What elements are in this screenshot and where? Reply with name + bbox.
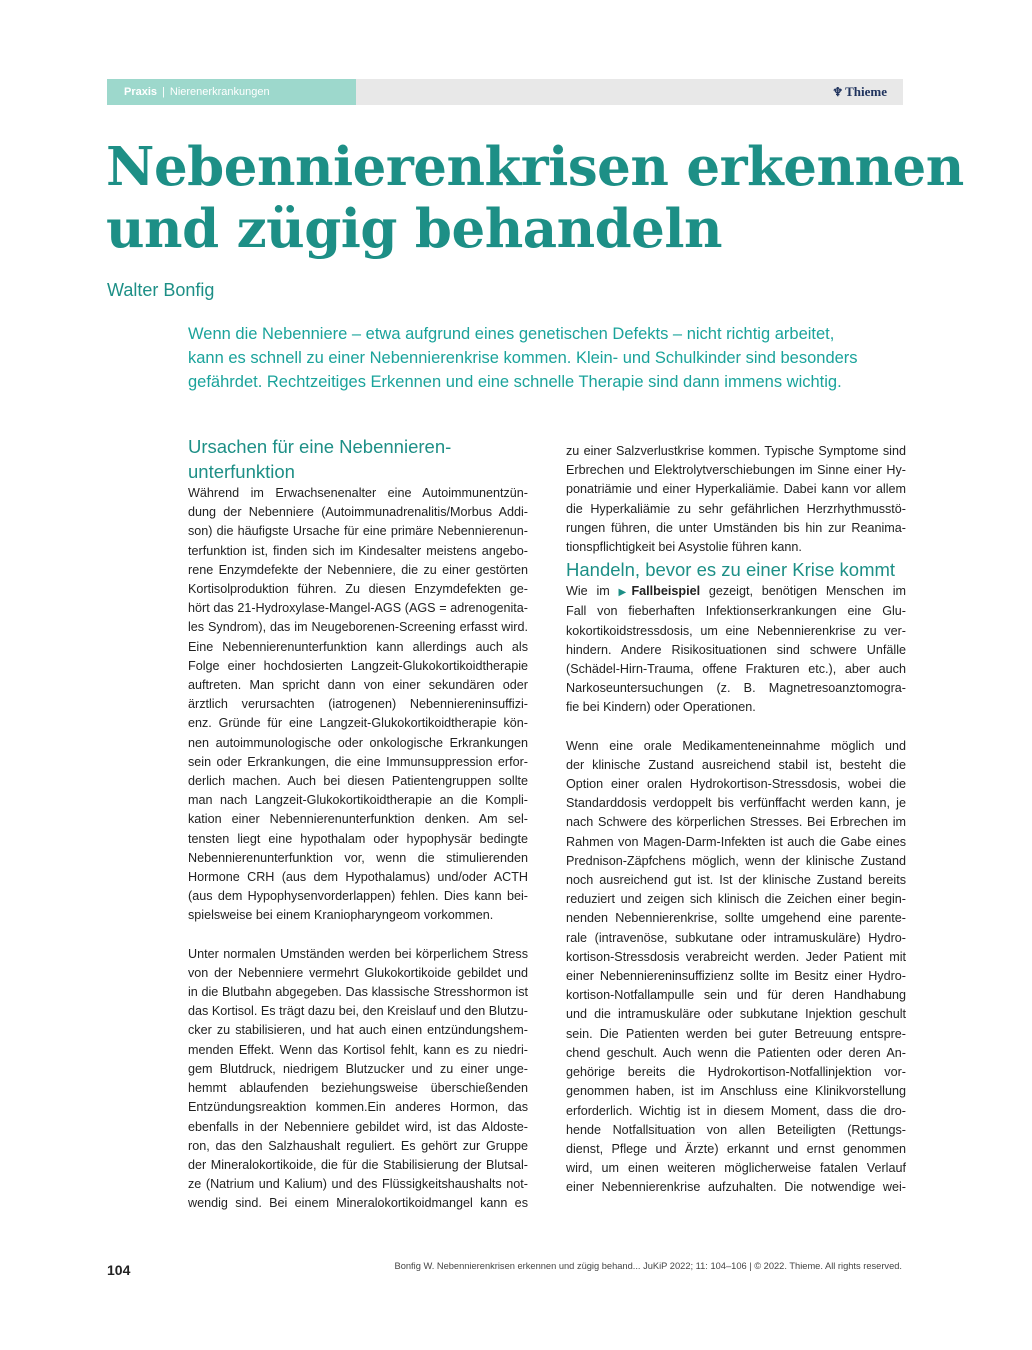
paragraph-line: einer Nebennierenkrise aufzuhalten. Die notwendige wei- (566, 1180, 906, 1195)
paragraph-line: Unter normalen Umständen werden bei körperlichem Stress (188, 946, 528, 961)
paragraph-line: Eine Nebennierenunterfunktion kann allerdings auch als (188, 639, 528, 654)
section-separator: | (162, 86, 165, 98)
thieme-logo-icon: ♆ (832, 85, 844, 99)
paragraph-line: von der Nebenniere vermehrt Glukokortikoide gebildet und (188, 965, 528, 980)
paragraph-line: son) die häufigste Ursache für eine primäre Nebennierenun- (188, 524, 528, 539)
paragraph-line: Narkoseuntersuchungen (z. B. Magnetresoanztomogra- (566, 681, 906, 696)
heading-line: unterfunktion (188, 461, 295, 482)
paragraph-line: rale (intravenöse, subkutane oder intramuskuläre) Hydro- (566, 930, 906, 945)
paragraph-line: sein oder Erkrankungen, die eine Immunsuppression erfor- (188, 754, 528, 769)
paragraph-line: Folge einer hochdosierten Langzeit-Glukokortikoidtherapie (188, 658, 528, 673)
paragraph-line: wird, um einen weiteren möglicherweise fatalen Verlauf (566, 1161, 906, 1176)
paragraph-line: zu einer Salzverlustkrise kommen. Typische Symptome sind (566, 444, 906, 458)
reference-arrow-icon: ▶ (618, 587, 632, 599)
paragraph-line: der klinische Zustand ausreichend stabil ist, besteht die (566, 757, 906, 772)
section-label (107, 79, 356, 105)
line-text: gezeigt, benötigen Menschen im (700, 584, 906, 599)
paragraph-line: terfunktion ist, finden sich im Kindesalter meistens angebo- (188, 543, 528, 558)
body-paragraph (188, 945, 528, 1214)
paragraph-line: Nebennierenunterfunktion vor, wenn die stimulierenden (188, 850, 528, 865)
paragraph-line: cker zu stabilisieren, und hat auch einen entzündungshem- (188, 1023, 528, 1038)
heading-line: Handeln, bevor es zu einer Krise kommt (566, 559, 896, 581)
paragraph-line: wendig sind. Bei einem Mineralokortikoidmangel kann es (188, 1196, 528, 1211)
right-column (566, 442, 906, 1198)
paragraph-line: hemmt ablaufenden beziehungsweise überschießenden (188, 1081, 528, 1096)
paragraph-line: Wenn eine orale Medikamenteneinnahme möglich und (566, 738, 906, 753)
paragraph-line: gehörige bereits die Hydrokortison-Notfallinjektion vor- (566, 1065, 906, 1080)
section-heading (188, 434, 528, 484)
paragraph-line: Während im Erwachsenenalter eine Autoimmunentzün- (188, 486, 528, 500)
title-line: und zügig behandeln (106, 198, 723, 260)
paragraph-line: genommen haben, ist im Anschluss eine Klinikvorstellung (566, 1084, 906, 1099)
paragraph-line (566, 582, 906, 602)
paragraph-line: hende Notfallsituation von allen Beteiligten (Rettungs- (566, 1122, 906, 1137)
section-topic: Nierenerkrankungen (169, 86, 270, 98)
paragraph-line: nach Schwere des körperlichen Stresses. Bei Erbrechen im (566, 815, 906, 830)
body-paragraph (566, 442, 906, 557)
citation-line: Bonfig W. Nebennierenkrisen erkennen und zügig behand... JuKiP 2022; 11: 104–106 | © 2022. Thieme. All rights reserved. (394, 1261, 902, 1271)
paragraph-line: noch ausreichend gut ist. Ist der klinische Zustand bereits (566, 873, 906, 888)
lead-line: gefährdet. Rechtzeitiges Erkennen und eine schnelle Therapie sind dann immens wichtig. (188, 373, 842, 391)
publisher-logo (832, 79, 887, 105)
paragraph-line: chend geschult. Auch wenn die Patienten oder deren An- (566, 1045, 906, 1060)
paragraph-line: dung der Nebenniere (Autoimmunadrenalitis/Morbus Addi- (188, 505, 528, 520)
body-paragraph (566, 582, 906, 717)
paragraph-line: ebenfalls in der Nebenniere gebildet wird, ist das Aldoste- (188, 1119, 528, 1134)
paragraph-line: in die Blutbahn abgegeben. Das klassische Stresshormon ist (188, 985, 528, 1000)
paragraph-line: rene Enzymdefekte der Nebenniere, die zu einer gestörten (188, 562, 528, 577)
publisher-name: Thieme (845, 84, 887, 99)
paragraph-line: spielsweise bei einem Kraniopharyngeom vorkommen. (188, 908, 494, 923)
paragraph-line: einer Nebenniereninsuffizienz sollte im Besitz einer Hydro- (566, 969, 906, 984)
paragraph-line: die Hyperkaliämie zu sehr gefährlichen Herzrhythmusstö- (566, 501, 906, 516)
paragraph-line: enz. Gründe für eine Langzeit-Glukokortikoidtherapie kön- (188, 716, 528, 731)
paragraph-line: (Schädel-Hirn-Trauma, offene Frakturen etc.), aber auch (566, 662, 906, 677)
running-header (107, 79, 903, 105)
body-paragraph (566, 737, 906, 1198)
paragraph-line: ze (Natrium und Kalium) und des Flüssigkeitshaushalts not- (188, 1177, 528, 1192)
paragraph-line: hindern. Andere Risikosituationen sind schwere Unfälle (566, 642, 906, 657)
paragraph-line: rungen führen, die unter Umständen bis hin zur Reanima- (566, 520, 906, 535)
paragraph-line: kortison-Notfallampulle sein und für deren Handhabung (566, 988, 906, 1003)
body-paragraph (188, 484, 528, 926)
paragraph-line: gem Blutdruck, niedrigem Blutzucker und zu einer unge- (188, 1061, 528, 1076)
author-name: Walter Bonfig (107, 280, 215, 300)
paragraph-line: Kortisolproduktion führen. Zu diesen Enzymdefekten ge- (188, 582, 528, 597)
paragraph-line: ron, das den Salzhaushalt reguliert. Es gehört zur Gruppe (188, 1138, 528, 1153)
paragraph-line: tensten liegt eine hypothalam oder hypophysär bedingte (188, 831, 528, 846)
lead-line: kann es schnell zu einer Nebennierenkrise kommen. Klein- und Schulkinder sind besonders (188, 349, 858, 367)
line-text: Wie im (566, 584, 619, 599)
paragraph-line: kation einer Nebennierenunterfunktion denken. Am sel- (188, 812, 528, 827)
paragraph-line: Rahmen von Magen-Darm-Infekten ist auch die Gabe eines (566, 834, 906, 849)
title-line: Nebennierenkrisen erkennen (106, 136, 964, 198)
paragraph-line: das Kortisol. Es trägt dazu bei, den Kreislauf und den Blutzu- (188, 1004, 528, 1019)
paragraph-line: Standarddosis verdoppelt bis verfünffacht werden kann, je (566, 796, 906, 811)
paragraph-line: sein. Die Patienten werden bei guter Betreuung entspre- (566, 1026, 906, 1041)
paragraph-line: Option einer oralen Hydrokortison-Stressdosis, wobei die (566, 777, 906, 792)
paragraph-line: (aus dem Hypophysenvorderlappen) fehlen. Dies kann bei- (188, 889, 528, 904)
paragraph-line: Erbrechen und Elektrolytverschiebungen im Sinne einer Hy- (566, 463, 906, 478)
paragraph-line: reduziert und zeigen sich klinisch die Zeichen einer begin- (566, 892, 906, 907)
paragraph-line: erforderlich. Wichtig ist in diesem Moment, dass die dro- (566, 1103, 906, 1118)
article-title (106, 136, 966, 260)
paragraph-line: Prednison-Zäpfchens möglich, wenn der klinische Zustand (566, 853, 906, 868)
paragraph-line: kokortikoidstressdosis, um eine Nebennierenkrise zu ver- (566, 623, 906, 638)
paragraph-line: kortison-Stressdosis verabreicht werden. Jeder Patient mit (566, 949, 906, 964)
paragraph-line: fie bei Kindern) oder Operationen. (566, 700, 756, 715)
paragraph-line: man nach Langzeit-Glukokortikoidtherapie an die Kompli- (188, 793, 528, 808)
paragraph-line: les Syndrom), das im Neugeborenen-Screening erfasst wird. (188, 620, 528, 635)
page-number: 104 (107, 1262, 131, 1278)
paragraph-line: nenden Nebennierenkrise, sollte umgehend eine parente- (566, 911, 906, 926)
paragraph-line: Entzündungsreaktion kommen.Ein anderes Hormon, das (188, 1100, 528, 1115)
heading-line: Ursachen für eine Nebennieren- (188, 436, 452, 457)
paragraph-line: menden Effekt. Wenn das Kortisol fehlt, kann es zu niedri- (188, 1042, 528, 1057)
paragraph-line: tionspflichtigkeit bei Asystolie führen kann. (566, 540, 802, 555)
paragraph-line: derlich machen. Auch bei diesen Patientengruppen sollte (188, 774, 528, 789)
paragraph-line: Hormone CRH (aus dem Hypothalamus) und/oder ACTH (188, 870, 528, 885)
paragraph-line: und die intramuskuläre oder subkutane Injektion geschult (566, 1007, 906, 1022)
lead-line: Wenn die Nebenniere – etwa aufgrund eines genetischen Defekts – nicht richtig arbeitet, (188, 325, 835, 343)
left-column (188, 434, 528, 1214)
reference-link[interactable]: Fallbeispiel (631, 584, 701, 599)
section-heading (566, 557, 906, 582)
paragraph-line: nen autoimmunologische oder onkologische Erkrankungen (188, 735, 528, 750)
paragraph-line: der Mineralokortikoide, die für die Stabilisierung der Blutsal- (188, 1157, 528, 1172)
paragraph-line: Fall von fieberhaften Infektionserkrankungen eine Glu- (566, 604, 906, 619)
section-name: Praxis (124, 86, 158, 98)
paragraph-line: hört das 21-Hydroxylase-Mangel-AGS (AGS = adrenogenita- (188, 601, 528, 616)
paragraph-line: ponatriämie und einer Hyperkaliämie. Dabei kann vor allem (566, 482, 906, 497)
paragraph-line: auftreten. Man spricht dann von einer sekundären oder (188, 678, 528, 693)
paragraph-line: ärztlich verursachten (iatrogenen) Nebenniereninsuffizi- (188, 697, 528, 712)
lead-paragraph (188, 322, 908, 394)
paragraph-line: dienst, Pflege und Ärzte) erkannt und ernst genommen (566, 1141, 906, 1156)
